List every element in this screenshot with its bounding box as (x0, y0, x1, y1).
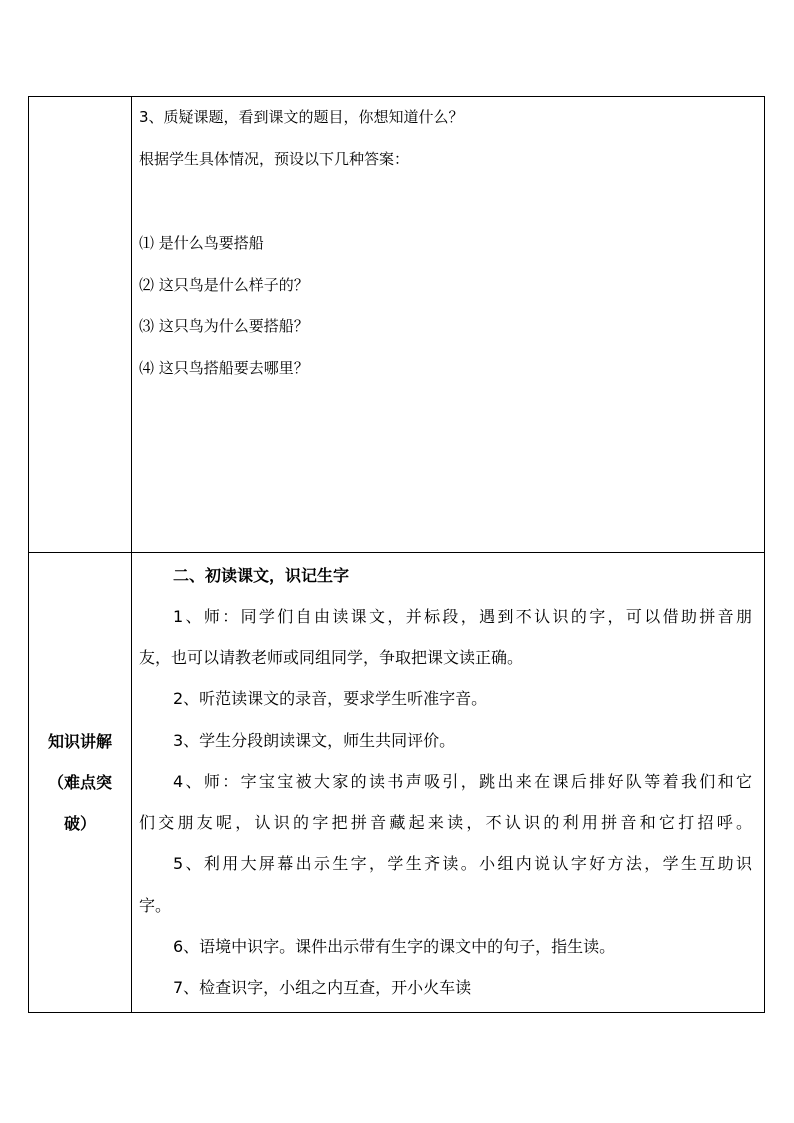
section-label-line-3: 破） (63, 814, 96, 833)
preset-answers-intro: 根据学生具体情况，预设以下几种答案： (139, 150, 410, 168)
section-label-line-1: 知识讲解 (47, 732, 112, 751)
section-label-cell (29, 553, 131, 1012)
step-5-line-2: 字。 (139, 896, 172, 915)
top-content-cell (139, 97, 756, 552)
step-2-line: 2、听范读课文的录音，要求学生听准字音。 (173, 689, 488, 708)
section-label-line-2: （难点突 (47, 773, 112, 792)
step-7-line: 7、检查识字，小组之内互查，开小火车读 (173, 978, 472, 997)
answer-item-3: ⑶ 这只鸟为什么要搭船？ (139, 317, 309, 335)
step-4-line-2: 们交朋友呢，认识的字把拼音藏起来读，不认识的利用拼音和它打招呼。 (139, 813, 752, 832)
step-3-line: 3、学生分段朗读课文，师生共同评价。 (173, 731, 456, 750)
answer-item-4: ⑷ 这只鸟搭船要去哪里？ (139, 359, 309, 377)
answer-item-2: ⑵ 这只鸟是什么样子的？ (139, 276, 309, 294)
column-divider (131, 97, 132, 1012)
step-6-line: 6、语境中识字。课件出示带有生字的课文中的句子，指生读。 (173, 937, 616, 956)
step-1-line-1: 1、师：同学们自由读课文，并标段，遇到不认识的字，可以借助拼音朋 (173, 607, 752, 626)
step-1-line-2: 友，也可以请教老师或同组同学，争取把课文读正确。 (139, 648, 524, 667)
bottom-content-cell (139, 553, 752, 1012)
answer-item-1: ⑴ 是什么鸟要搭船 (139, 234, 264, 252)
step-5-line-1: 5、利用大屏幕出示生字，学生齐读。小组内说认字好方法，学生互助识 (173, 854, 752, 873)
step-4-line-1: 4、师：字宝宝被大家的读书声吸引，跳出来在课后排好队等着我们和它 (173, 772, 752, 791)
section-heading: 二、初读课文，识记生字 (173, 566, 350, 585)
lesson-plan-table (28, 96, 765, 1013)
question-line: 3、质疑课题，看到课文的题目，你想知道什么？ (139, 108, 464, 126)
